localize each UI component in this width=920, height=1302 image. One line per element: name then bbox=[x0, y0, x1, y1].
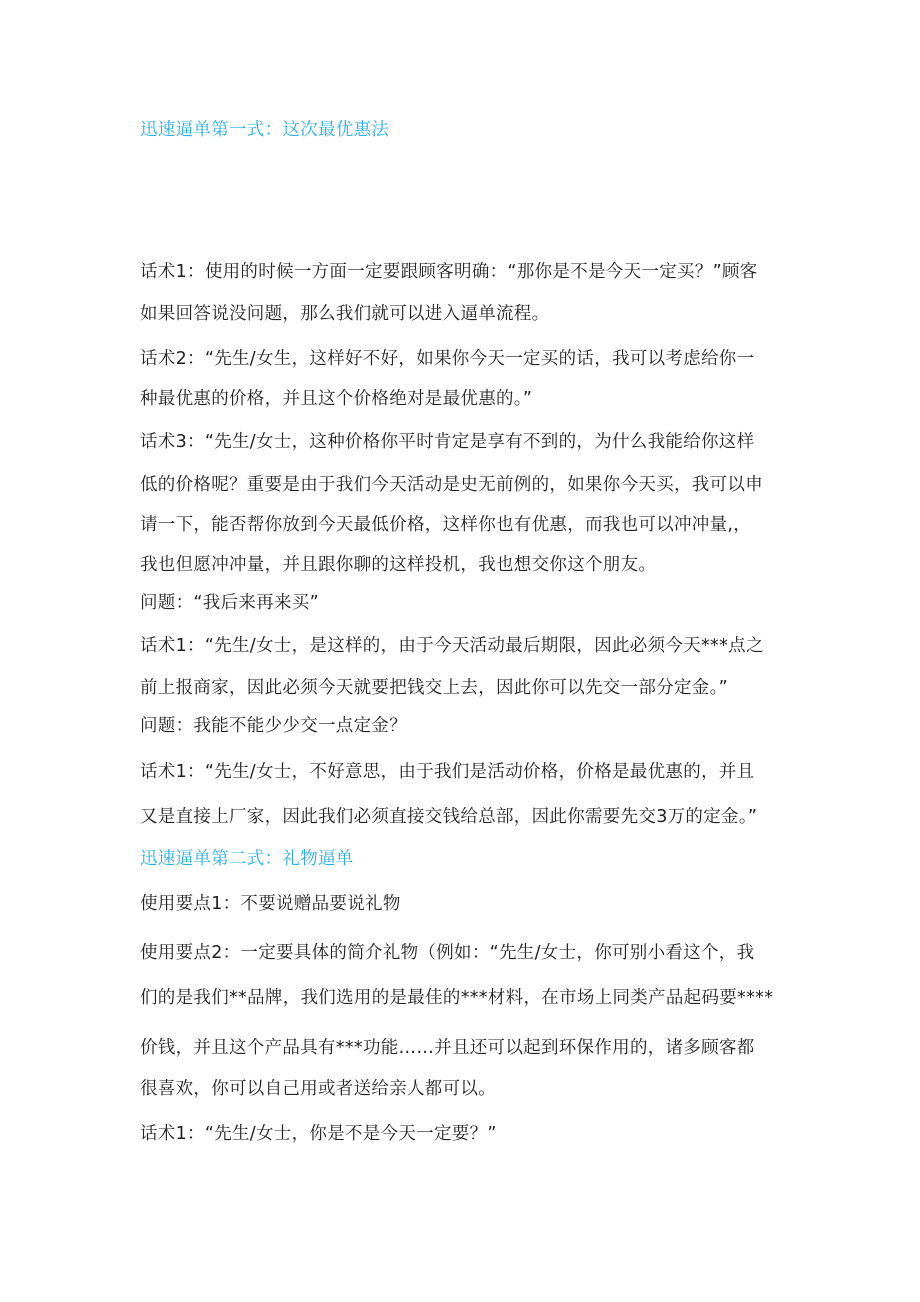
paragraph-line: 话术1：“先生/女士，你是不是今天一定要？” bbox=[140, 1124, 497, 1144]
section-heading-1: 迅速逼单第一式：这次最优惠法 bbox=[140, 120, 390, 140]
paragraph-line: 话术3：“先生/女士，这种价格你平时肯定是享有不到的，为什么我能给你这样 bbox=[140, 432, 755, 452]
paragraph-line: 如果回答说没问题，那么我们就可以进入逼单流程。 bbox=[140, 304, 550, 324]
paragraph-line: 使用要点1：不要说赠品要说礼物 bbox=[140, 894, 401, 914]
paragraph-line: 话术1：“先生/女士，不好意思，由于我们是活动价格，价格是最优惠的，并且 bbox=[140, 762, 755, 782]
paragraph-line: 低的价格呢？重要是由于我们今天活动是史无前例的，如果你今天买，我可以申 bbox=[140, 475, 763, 495]
paragraph-line: 话术1：使用的时候一方面一定要跟顾客明确：“那你是不是今天一定买？”顾客 bbox=[140, 262, 758, 282]
section-heading-2: 迅速逼单第二式：礼物逼单 bbox=[140, 849, 354, 869]
paragraph-line: 又是直接上厂家，因此我们必须直接交钱给总部，因此你需要先交3万的定金。” bbox=[140, 807, 758, 827]
paragraph-line: 很喜欢，你可以自己用或者送给亲人都可以。 bbox=[140, 1079, 496, 1099]
paragraph-line: 我也但愿冲冲量，并且跟你聊的这样投机，我也想交你这个朋友。 bbox=[140, 555, 657, 575]
paragraph-line: 话术2：“先生/女生，这样好不好，如果你今天一定买的话，我可以考虑给你一 bbox=[140, 349, 755, 369]
paragraph-line: 价钱，并且这个产品具有***功能……并且还可以起到环保作用的，诸多顾客都 bbox=[140, 1038, 755, 1058]
paragraph-line: 问题：“我后来再来买” bbox=[140, 593, 319, 613]
paragraph-line: 种最优惠的价格，并且这个价格绝对是最优惠的。” bbox=[140, 389, 533, 409]
paragraph-line: 使用要点2：一定要具体的简介礼物（例如：“先生/女士，你可别小看这个，我 bbox=[140, 943, 755, 963]
paragraph-line: 问题：我能不能少少交一点定金？ bbox=[140, 716, 407, 736]
paragraph-line: 话术1：“先生/女士，是这样的，由于今天活动最后期限，因此必须今天***点之 bbox=[140, 636, 764, 656]
paragraph-line: 前上报商家，因此必须今天就要把钱交上去，因此你可以先交一部分定金。” bbox=[140, 678, 729, 698]
paragraph-line: 请一下，能否帮你放到今天最低价格，这样你也有优惠，而我也可以冲冲量,， bbox=[140, 515, 752, 535]
paragraph-line: 们的是我们**品牌，我们选用的是最佳的***材料，在市场上同类产品起码要**** bbox=[140, 988, 774, 1008]
